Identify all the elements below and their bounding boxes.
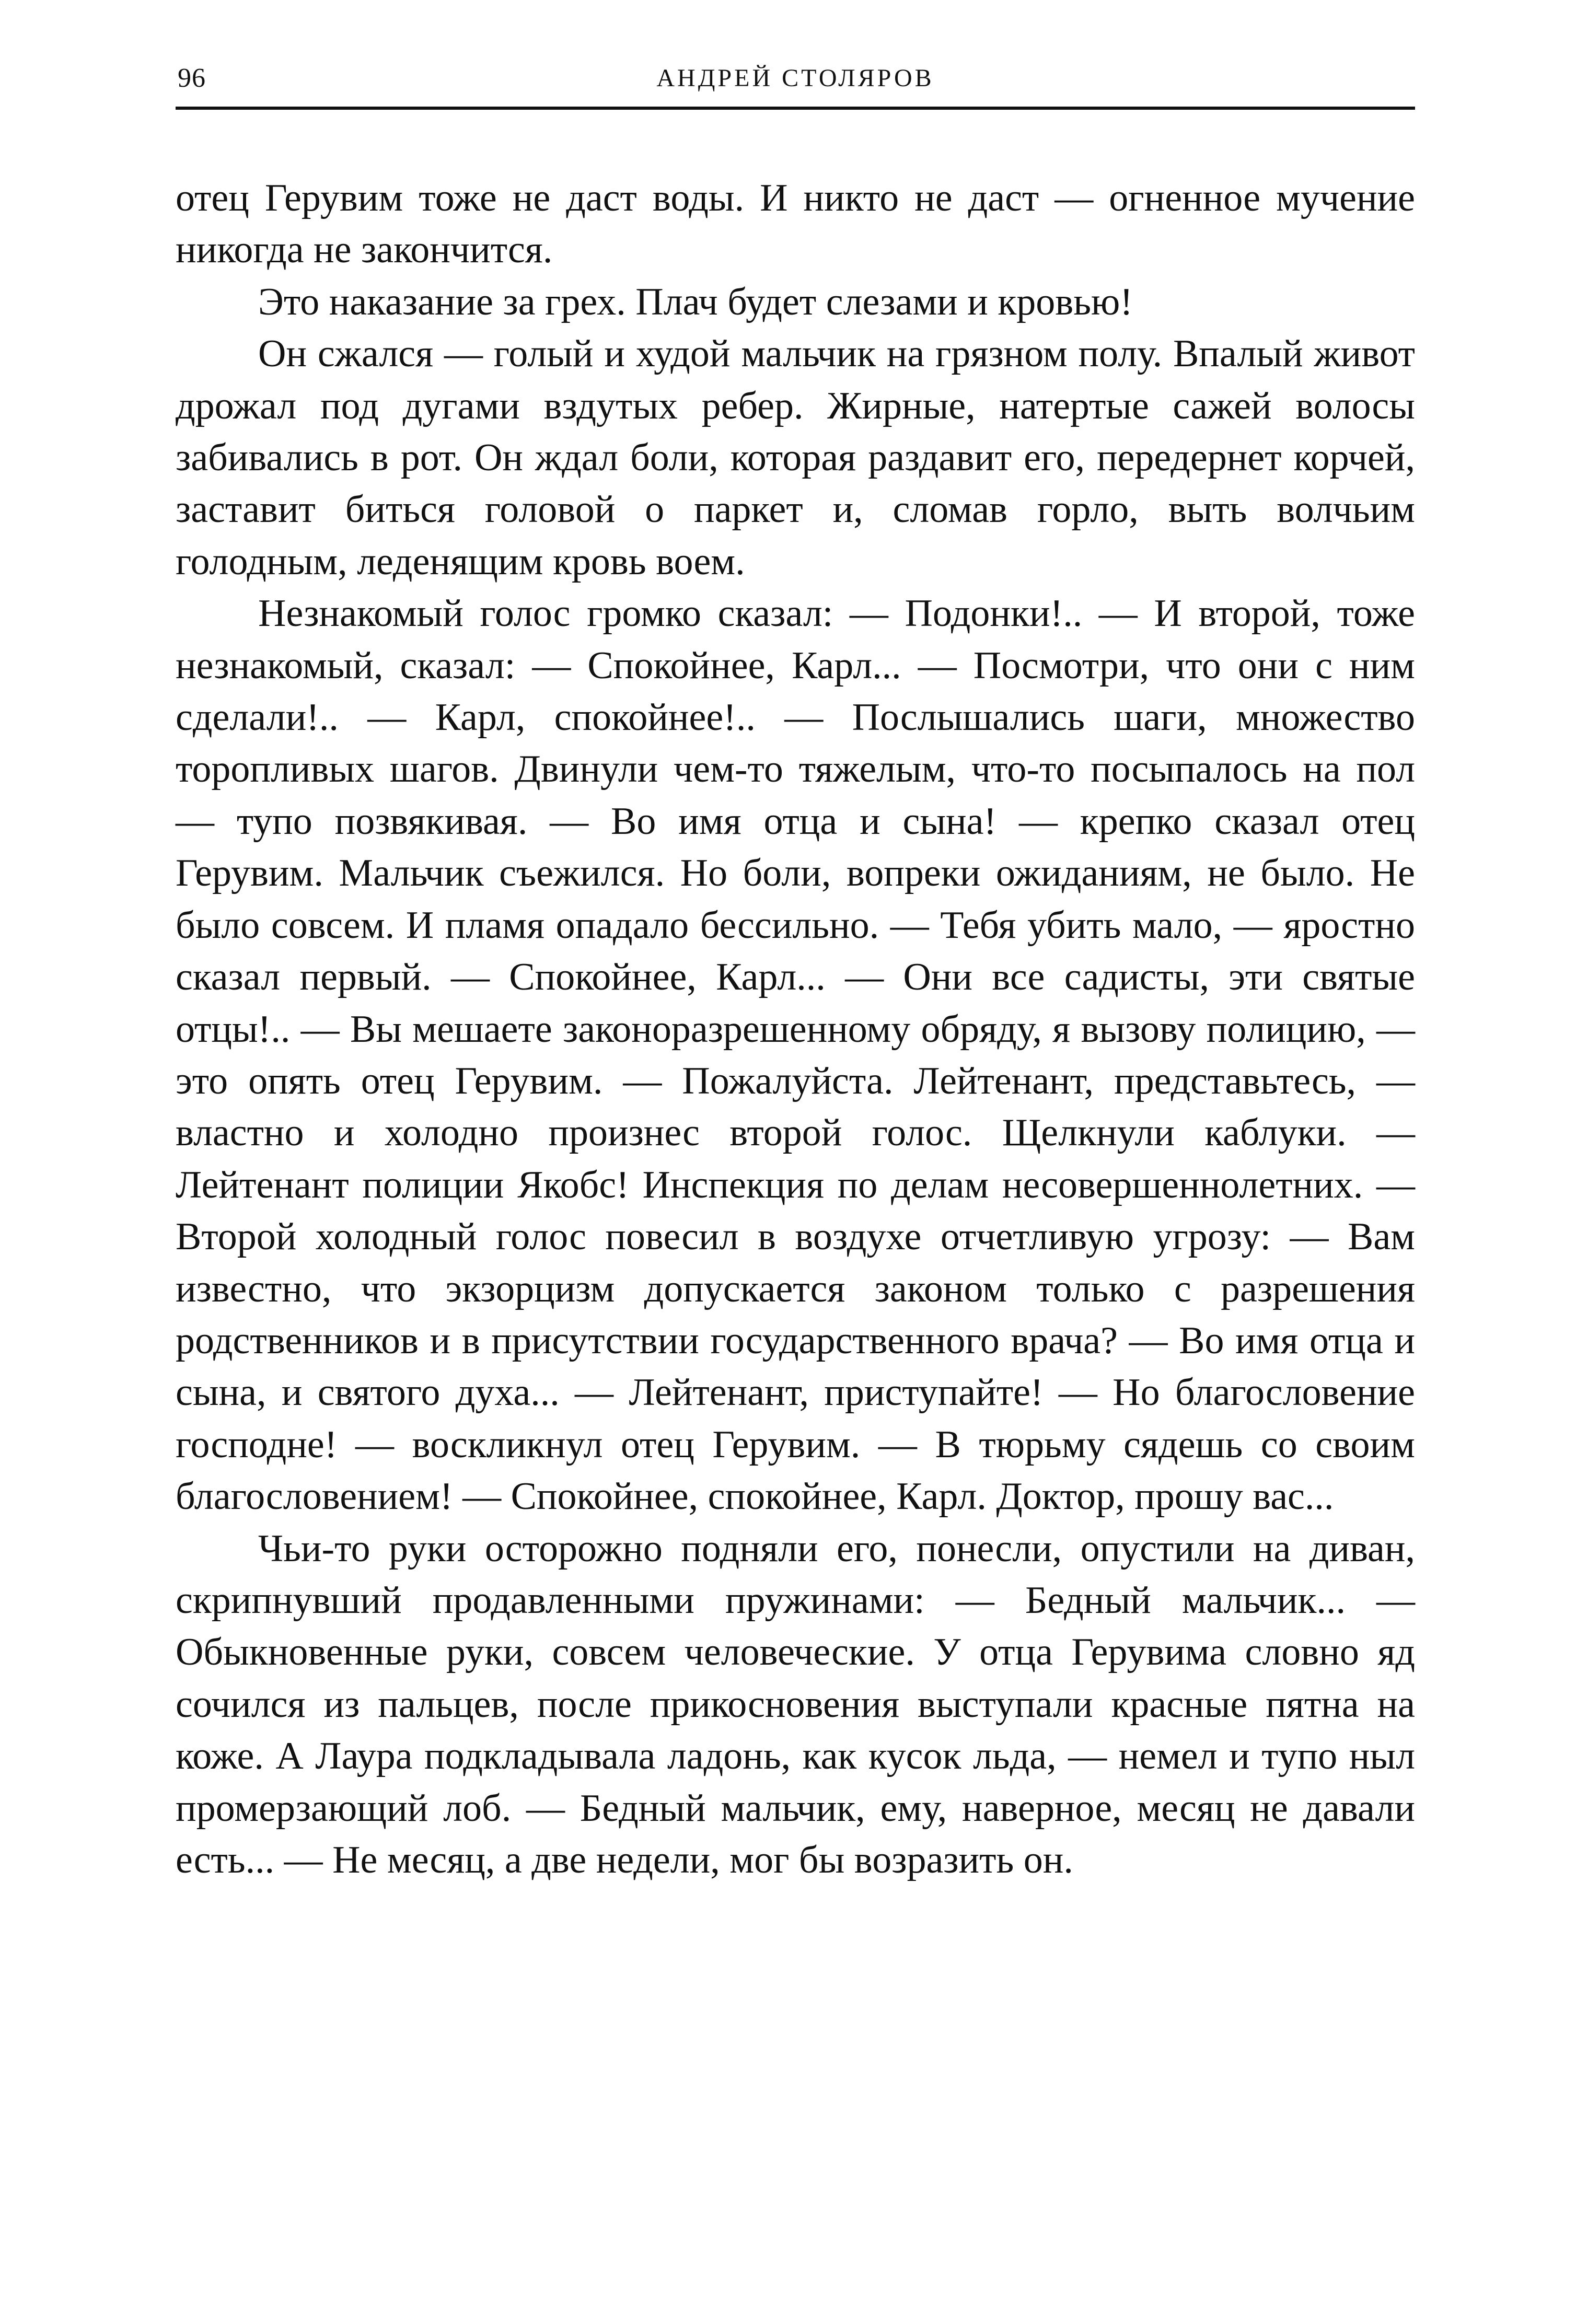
body-text — [176, 172, 1415, 1886]
running-head-author: АНДРЕЙ СТОЛЯРОВ — [656, 64, 934, 92]
header-rule — [176, 107, 1415, 110]
running-head — [176, 63, 1415, 104]
paragraph: Чьи-то руки осторожно подняли его, понесли, опустили на диван, скрипнувший продавленными пружинами: — Бедный мальчик... — Обыкновенные руки, совсем человеческие. У отца Герувима словно яд сочился из пальцев, после прикосновения выступали красные пятна на коже. А Лаура подкладывала ладонь, как кусок льда, — немел и тупо ныл промерзающий лоб. — Бедный мальчик, ему, наверное, месяц не давали есть... — Не месяц, а две недели, мог бы возразить он. — [176, 1527, 1415, 1881]
paragraph: Это наказание за грех. Плач будет слезами и кровью! — [258, 280, 1133, 323]
paragraph: Незнакомый голос громко сказал: — Подонки!.. — И второй, тоже незнакомый, сказал: — Спокойнее, Карл... — Посмотри, что они с ним сделали!.. — Карл, спокойнее!.. — Послышались шаги, множество торопливых шагов. Двинули чем-то тяжелым, что-то посыпалось на пол — тупо позвякивая. — Во имя отца и сына! — крепко сказал отец Герувим. Мальчик съежился. Но боли, вопреки ожиданиям, не было. Не было совсем. И пламя опадало бессильно. — Тебя убить мало, — яростно сказал первый. — Спокойнее, Карл... — Они все садисты, эти святые отцы!.. — Вы мешаете законоразрешенному обряду, я вызову полицию, — это опять отец Герувим. — Пожалуйста. Лейтенант, представьтесь, — властно и холодно произнес второй голос. Щелкнули каблуки. — Лейтенант полиции Якобс! Инспекция по делам несовершеннолетних. — Второй холодный голос повесил в воздухе отчетливую угрозу: — Вам известно, что экзорцизм допускается законом только с разрешения родственников и в присутствии государственного врача? — Во имя отца и сына, и святого духа... — Лейтенант, приступайте! — Но благословение господне! — воскликнул отец Герувим. — В тюрьму сядешь со своим благословением! — Спокойнее, спокойнее, Карл. Доктор, прошу вас... — [176, 592, 1415, 1518]
page-number: 96 — [178, 63, 206, 93]
paragraph: отец Герувим тоже не даст воды. И никто не даст — огненное мучение никогда не закончится. — [176, 177, 1415, 272]
paragraph: Он сжался — голый и худой мальчик на грязном полу. Впалый живот дрожал под дугами вздутых ребер. Жирные, натертые сажей волосы забивались в рот. Он ждал боли, которая раздавит его, передернет корчей, заставит биться головой о паркет и, сломав горло, выть волчьим голодным, леденящим кровь воем. — [176, 332, 1415, 583]
